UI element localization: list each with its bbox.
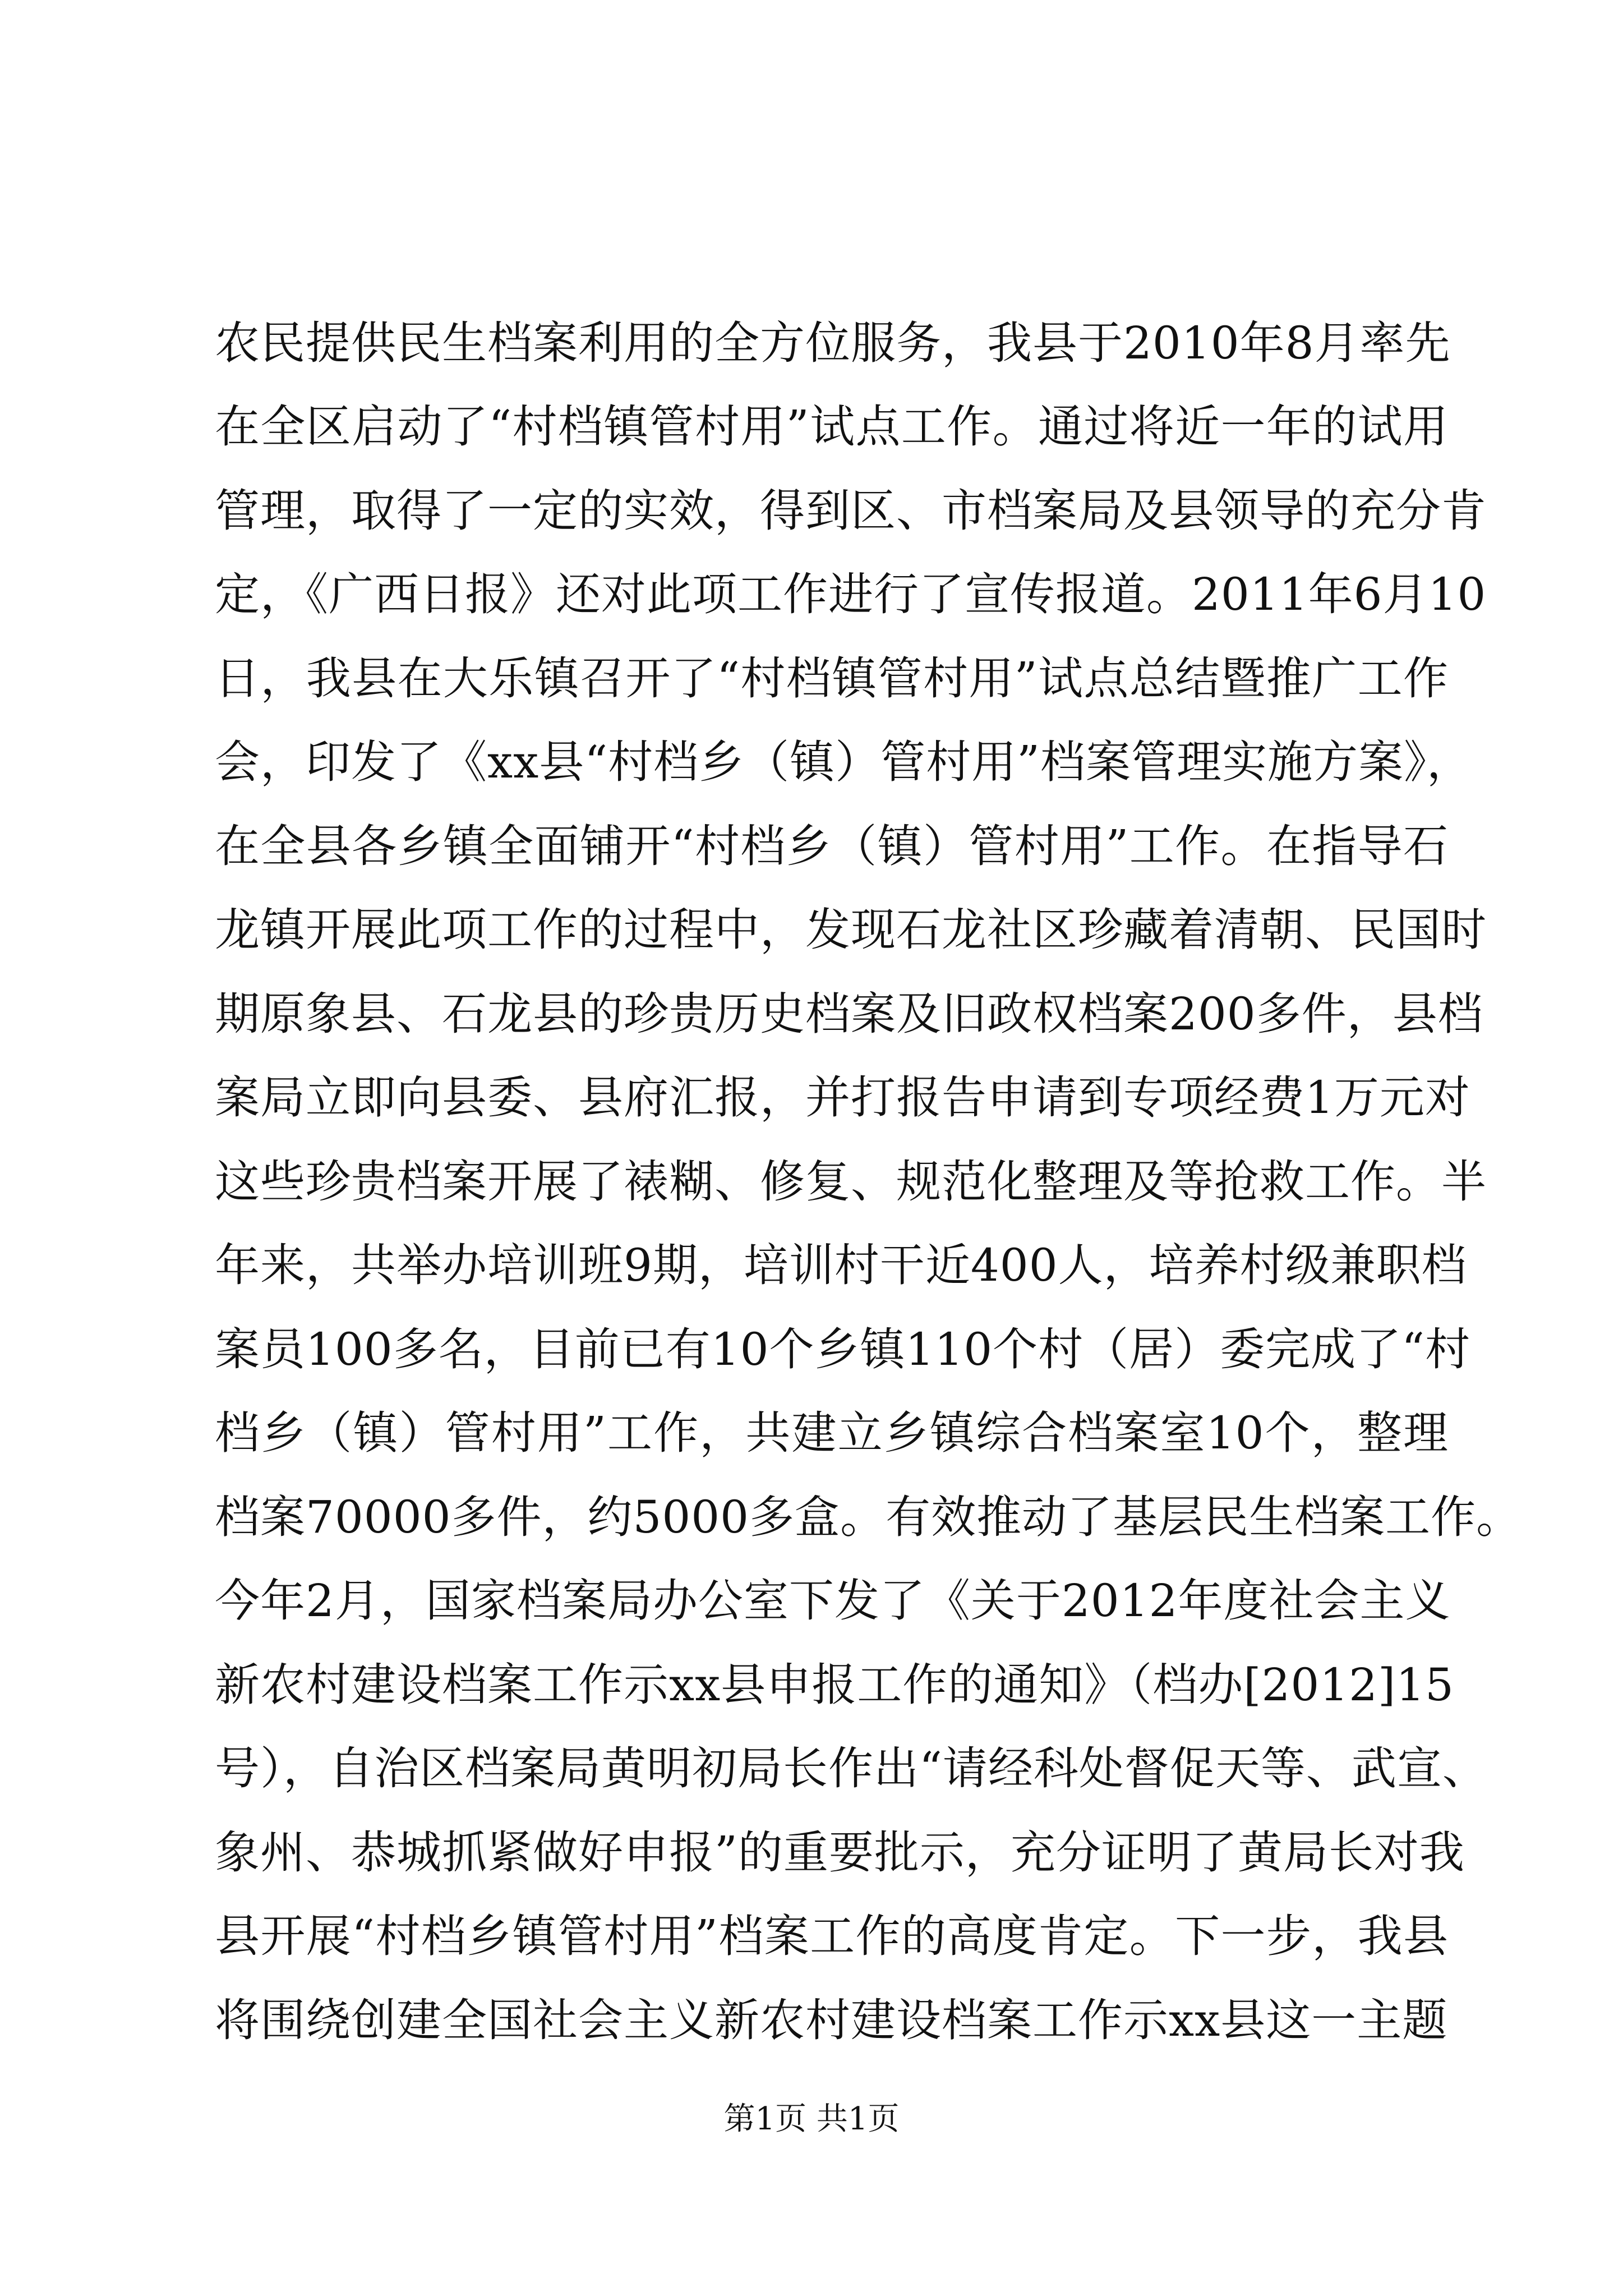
text-line: 期原象县、石龙县的珍贵历史档案及旧政权档案200多件，县档 bbox=[215, 988, 1483, 1040]
text-line: 案员100多名，目前已有10个乡镇110个村（居）委完成了“村 bbox=[215, 1323, 1471, 1375]
text-line: 县开展“村档乡镇管村用”档案工作的高度肯定。下一步，我县 bbox=[215, 1910, 1449, 1962]
text-line: 新农村建设档案工作示xx县申报工作的通知》（档办[2012]15 bbox=[215, 1659, 1455, 1711]
text-line: 管理，取得了一定的实效，得到区、市档案局及县领导的充分肯 bbox=[215, 485, 1487, 537]
text-line: 年来，共举办培训班9期，培训村干近400人，培养村级兼职档 bbox=[215, 1239, 1467, 1291]
text-line: 农民提供民生档案利用的全方位服务，我县于2010年8月率先 bbox=[215, 317, 1451, 369]
text-line: 档案70000多件，约5000多盒。有效推动了基层民生档案工作。 bbox=[215, 1491, 1522, 1543]
text-line: 会，印发了《xx县“村档乡（镇）管村用”档案管理实施方案》， bbox=[215, 736, 1473, 788]
text-line: 将围绕创建全国社会主义新农村建设档案工作示xx县这一主题 bbox=[215, 1994, 1448, 2046]
page-footer: 第1页 共1页 bbox=[723, 2101, 900, 2137]
text-line: 今年2月，国家档案局办公室下发了《关于2012年度社会主义 bbox=[215, 1575, 1451, 1627]
text-line: 龙镇开展此项工作的过程中，发现石龙社区珍藏着清朝、民国时 bbox=[215, 904, 1487, 956]
text-line: 日，我县在大乐镇召开了“村档镇管村用”试点总结暨推广工作 bbox=[215, 652, 1449, 705]
text-line: 档乡（镇）管村用”工作，共建立乡镇综合档案室10个，整理 bbox=[215, 1407, 1449, 1459]
text-line: 案局立即向县委、县府汇报，并打报告申请到专项经费1万元对 bbox=[215, 1071, 1470, 1124]
text-line: 在全县各乡镇全面铺开“村档乡（镇）管村用”工作。在指导石 bbox=[215, 820, 1449, 872]
text-line: 定，《广西日报》还对此项工作进行了宣传报道。2011年6月10 bbox=[215, 568, 1487, 620]
text-line: 在全区启动了“村档镇管村用”试点工作。通过将近一年的试用 bbox=[215, 401, 1449, 453]
text-line: 象州、恭城抓紧做好申报”的重要批示，充分证明了黄局长对我 bbox=[215, 1826, 1465, 1879]
text-line: 号），自治区档案局黄明初局长作出“请经科处督促天等、武宣、 bbox=[215, 1742, 1488, 1795]
text-line: 这些珍贵档案开展了裱糊、修复、规范化整理及等抢救工作。半 bbox=[215, 1156, 1487, 1208]
